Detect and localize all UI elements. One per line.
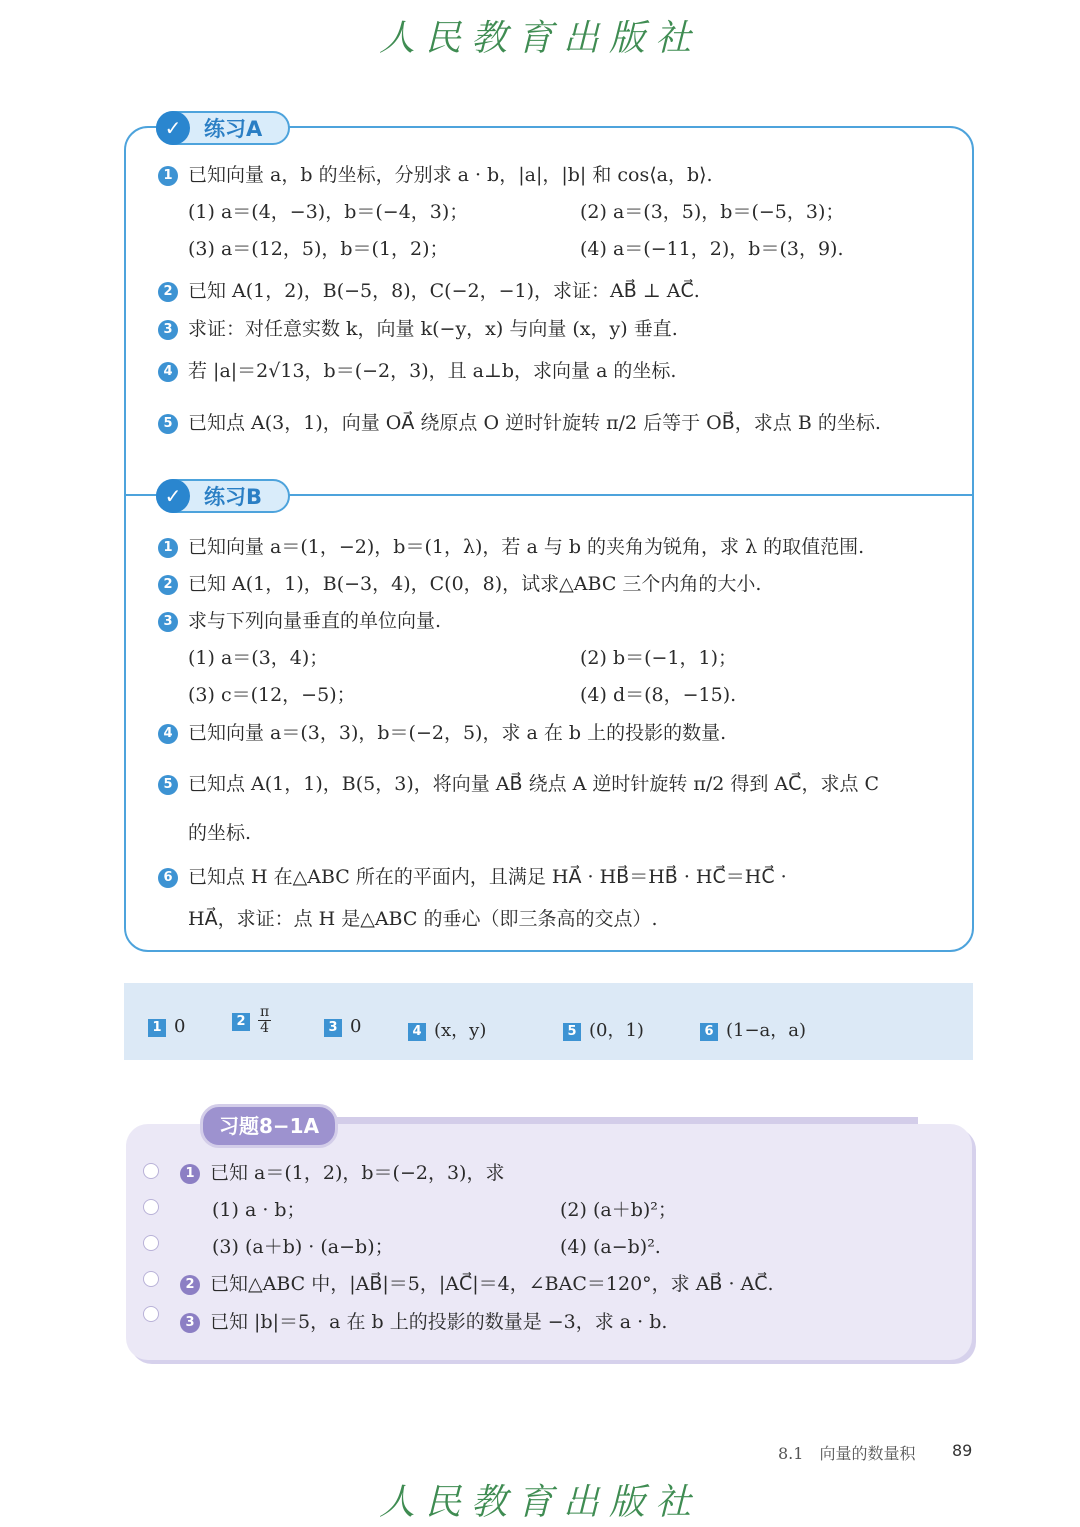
exercise-b-q1: 1 已知向量 a＝(1，−2)，b＝(1，λ)，若 a 与 b 的夹角为锐角，求 λ 的取值范围.	[158, 534, 864, 560]
answer-3: 3 0	[324, 1016, 361, 1037]
homework-q1: 1 已知 a＝(1，2)，b＝(−2，3)，求	[180, 1160, 504, 1186]
section-title: 8.1 向量的数量积	[778, 1444, 916, 1463]
check-icon: ✓	[156, 111, 190, 145]
exercise-a-q1-1: (1) a＝(4，−3)，b＝(−4，3)；	[188, 201, 469, 223]
exercise-a-q4: 4 若 |a|＝2√13，b＝(−2，3)，且 a⊥b，求向量 a 的坐标.	[158, 358, 676, 384]
homework-q1-2: (2) (a＋b)²；	[560, 1199, 677, 1221]
exercise-b-q5-cont: 的坐标.	[188, 822, 252, 844]
exercise-b-q2: 2 已知 A(1，1)，B(−3，4)，C(0，8)，试求△ABC 三个内角的大小.	[158, 571, 761, 597]
exercise-b-q3-3: (3) c＝(12，−5)；	[188, 684, 356, 706]
binder-hole-icon	[143, 1235, 159, 1251]
exercise-a-title: 练习A	[204, 117, 263, 141]
binder-hole-icon	[143, 1271, 159, 1287]
exercise-b-q6: 6 已知点 H 在△ABC 所在的平面内，且满足 HA⃗ · HB⃗＝HB⃗ · HC⃗＝HC⃗ ·	[158, 864, 787, 890]
exercise-a-tag	[156, 111, 290, 145]
exercise-b-q3-1: (1) a＝(3，4)；	[188, 647, 329, 669]
exercise-b-q5: 5 已知点 A(1，1)，B(5，3)，将向量 AB⃗ 绕点 A 逆时针旋转 π/2 得到 AC⃗，求点 C	[158, 771, 879, 797]
homework-title: 习题8−1A	[200, 1104, 338, 1148]
answer-6: 6 (1−a，a)	[700, 1016, 806, 1042]
exercise-a-q3: 3 求证：对任意实数 k，向量 k(−y，x) 与向量 (x，y) 垂直.	[158, 316, 678, 342]
exercise-a-q1-3: (3) a＝(12，5)，b＝(1，2)；	[188, 238, 449, 260]
publisher-watermark-top: 人民教育出版社	[378, 18, 701, 59]
check-icon: ✓	[156, 479, 190, 513]
homework-q1-1: (1) a · b；	[212, 1199, 306, 1221]
page-number: 89	[952, 1441, 973, 1460]
homework-q2: 2 已知△ABC 中，|AB⃗|＝5，|AC⃗|＝4，∠BAC＝120°，求 AB⃗ · AC⃗.	[180, 1271, 774, 1297]
answer-2: 2 $\frac{\pi}{4}$	[232, 1005, 271, 1036]
exercise-a-q1-2: (2) a＝(3，5)，b＝(−5，3)；	[580, 201, 845, 223]
exercise-b-q3-4: (4) d＝(8，−15).	[580, 684, 737, 706]
exercise-b-title: 练习B	[204, 485, 263, 509]
exercise-b-q3: 3 求与下列向量垂直的单位向量.	[158, 608, 441, 634]
exercise-b-q4: 4 已知向量 a＝(3，3)，b＝(−2，5)，求 a 在 b 上的投影的数量.	[158, 720, 726, 746]
answer-1: 1 0	[148, 1016, 185, 1037]
binder-hole-icon	[143, 1306, 159, 1322]
exercise-b-q6-cont: HA⃗，求证：点 H 是△ABC 的垂心（即三条高的交点）.	[188, 908, 658, 930]
binder-hole-icon	[143, 1163, 159, 1179]
exercise-a-q2: 2 已知 A(1，2)，B(−5，8)，C(−2，−1)，求证：AB⃗ ⊥ AC⃗.	[158, 278, 700, 304]
exercise-b-tag	[156, 479, 290, 513]
exercise-b-q3-2: (2) b＝(−1，1)；	[580, 647, 738, 669]
homework-strip	[330, 1117, 918, 1124]
homework-q3: 3 已知 |b|＝5，a 在 b 上的投影的数量是 −3，求 a · b.	[180, 1309, 667, 1335]
homework-q1-3: (3) (a＋b) · (a−b)；	[212, 1236, 394, 1258]
answer-5: 5 (0，1)	[563, 1016, 644, 1042]
answer-4: 4 (x，y)	[408, 1016, 486, 1042]
exercise-a-q1-4: (4) a＝(−11，2)，b＝(3，9).	[580, 238, 844, 260]
homework-q1-4: (4) (a−b)².	[560, 1236, 661, 1258]
binder-hole-icon	[143, 1199, 159, 1215]
exercise-a-q1: 1 已知向量 a，b 的坐标，分别求 a · b，|a|，|b| 和 cos⟨a，b⟩.	[158, 162, 713, 188]
publisher-watermark-bottom: 人民教育出版社	[378, 1482, 701, 1523]
exercise-a-q5: 5 已知点 A(3，1)，向量 OA⃗ 绕原点 O 逆时针旋转 π/2 后等于 OB⃗，求点 B 的坐标.	[158, 410, 881, 436]
